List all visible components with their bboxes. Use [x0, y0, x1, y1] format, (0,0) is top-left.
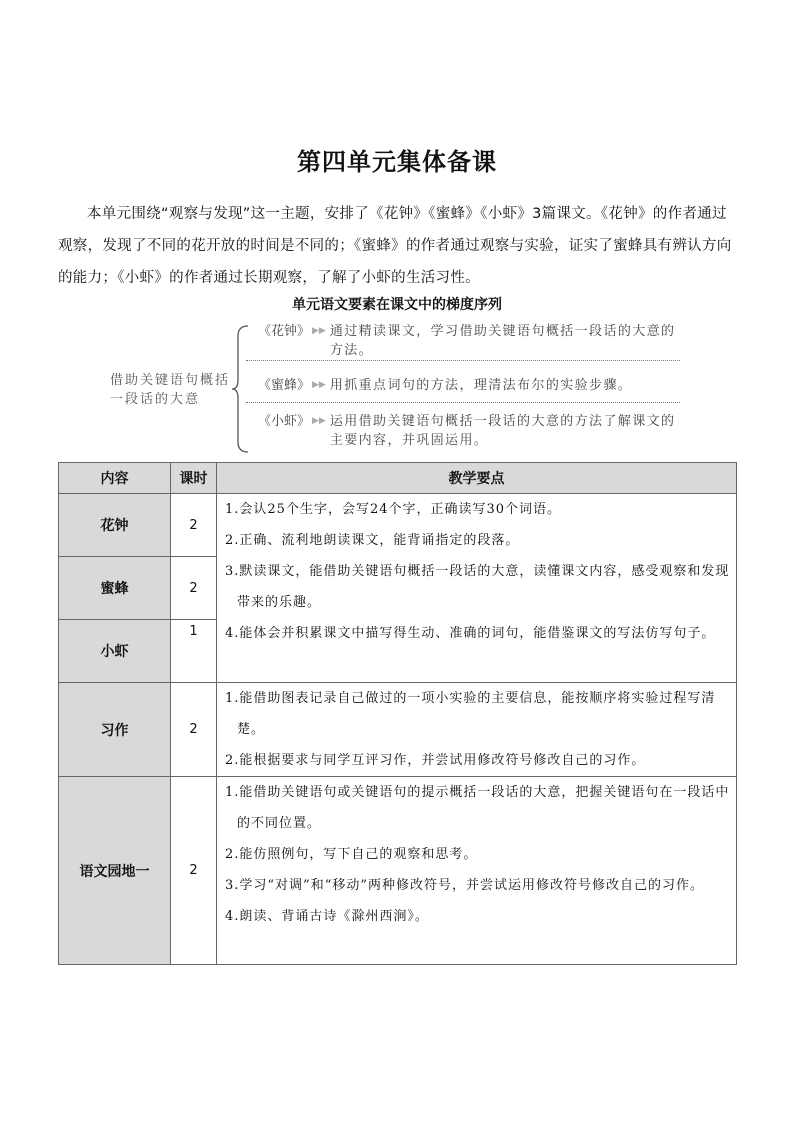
teaching-point: 2.能仿照例句，写下自己的观察和思考。 — [225, 847, 478, 862]
teaching-point: 3.默读课文，能借助关键语句概括一段话的大意，读懂课文内容，感受观察和发现带来的乐趣。 — [225, 564, 730, 610]
table-row — [59, 494, 737, 557]
unit-element-label: 借助关键语句概括一段话的大意 — [110, 373, 231, 407]
teaching-point: 2.能根据要求与同学互评习作，并尝试用修改符号修改自己的习作。 — [225, 753, 646, 768]
double-arrow-icon: ▶▶ — [312, 416, 326, 426]
teaching-point: 1.能借助图表记录自己做过的一项小实验的主要信息，能按顺序将实验过程写清楚。 — [225, 691, 716, 737]
branch-huazhong — [258, 322, 682, 360]
divider — [246, 402, 680, 403]
teaching-point: 1.能借助关键语句或关键语句的提示概括一段话的大意，把握关键语句在一段话中的不同位置。 — [225, 785, 730, 831]
lesson-name: 蜜蜂 — [59, 557, 171, 620]
table-row — [59, 683, 737, 777]
lesson-hours: 2 — [171, 683, 217, 777]
lesson-name: 习作 — [59, 683, 171, 777]
teaching-point: 3.学习“对调”和“移动”两种修改符号，并尝试运用修改符号修改自己的习作。 — [225, 878, 704, 893]
divider — [246, 360, 680, 361]
lesson-hours: 1 — [171, 620, 217, 683]
branch-xiaoxia — [258, 412, 682, 450]
branch-lesson: 《小虾》 — [258, 414, 311, 429]
lesson-hours: 2 — [171, 494, 217, 557]
lesson-name: 语文园地一 — [59, 777, 171, 965]
column-header: 课时 — [171, 463, 217, 494]
teaching-point: 4.能体会并积累课文中描写得生动、准确的词句，能借鉴课文的写法仿写句子。 — [225, 626, 716, 641]
teaching-points-cell — [217, 494, 737, 683]
teaching-points-cell — [217, 683, 737, 777]
teaching-points-cell — [217, 777, 737, 965]
page-title: 第四单元集体备课 — [297, 148, 497, 176]
teaching-point: 1.会认25个生字，会写24个字，正确读写30个词语。 — [225, 502, 562, 517]
lesson-name: 小虾 — [59, 620, 171, 683]
branch-lesson: 《蜜蜂》 — [258, 378, 311, 393]
column-header: 内容 — [59, 463, 171, 494]
teaching-point: 4.朗读、背诵古诗《滁州西涧》。 — [225, 909, 429, 924]
branch-lesson: 《花钟》 — [258, 324, 311, 339]
table-header-row — [59, 463, 737, 494]
lesson-hours: 2 — [171, 777, 217, 965]
branch-desc: 用抓重点词句的方法，理清法布尔的实验步骤。 — [329, 378, 633, 393]
branch-mifeng — [258, 376, 682, 395]
branch-desc: 通过精读课文，学习借助关键语句概括一段话的大意的方法。 — [329, 324, 676, 358]
teaching-point: 2.正确、流利地朗读课文，能背诵指定的段落。 — [225, 533, 520, 548]
column-header: 教学要点 — [217, 463, 737, 494]
double-arrow-icon: ▶▶ — [312, 380, 326, 390]
branch-desc: 运用借助关键语句概括一段话的大意的方法了解课文的主要内容，并巩固运用。 — [329, 414, 676, 448]
diagram-title: 单元语文要素在课文中的梯度序列 — [292, 297, 502, 313]
lesson-hours: 2 — [171, 557, 217, 620]
lesson-name: 花钟 — [59, 494, 171, 557]
brace-icon — [232, 324, 250, 454]
intro-paragraph: 本单元围绕“观察与发现”这一主题，安排了《花钟》《蜜蜂》《小虾》3篇课文。《花钟》的作者通过观察，发现了不同的花开放的时间是不同的；《蜜蜂》的作者通过观察与实验，证实了蜜蜂具有辨认方向的能力；《小虾》的作者通过长期观察，了解了小虾的生活习性。 — [58, 206, 732, 286]
double-arrow-icon: ▶▶ — [312, 326, 326, 336]
lesson-plan-table — [58, 462, 737, 965]
table-row — [59, 777, 737, 965]
